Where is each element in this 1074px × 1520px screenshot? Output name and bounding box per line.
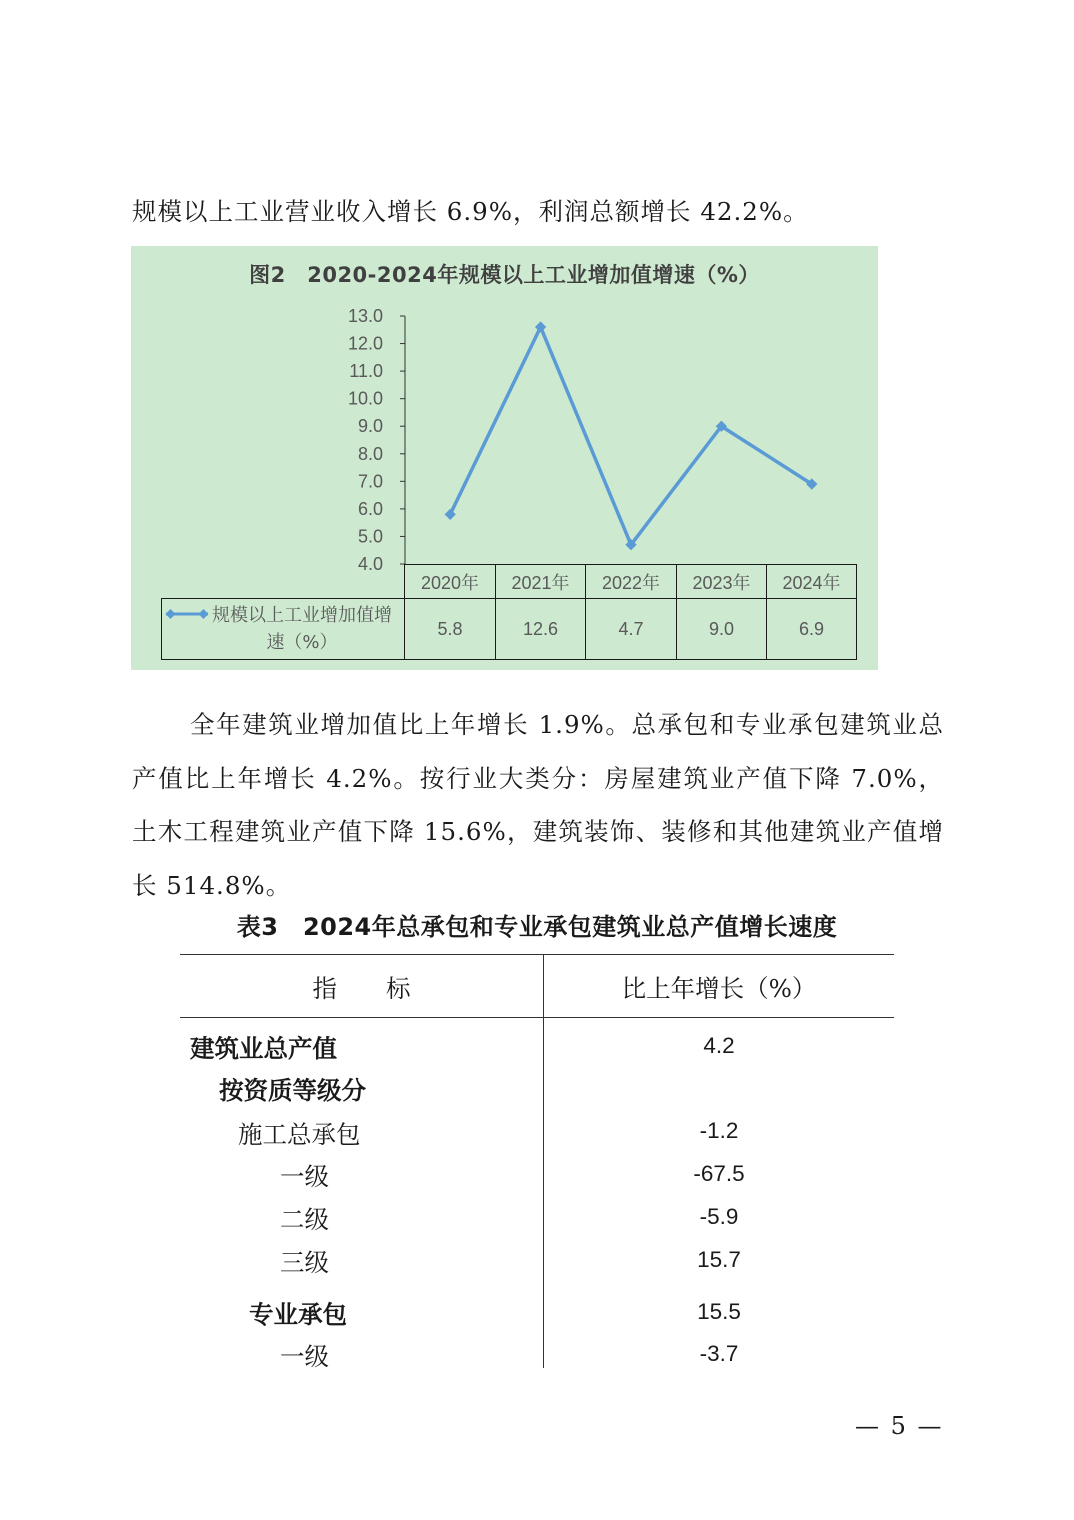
row-value: 4.2 — [703, 1033, 735, 1058]
row-label: 建筑业总产值 — [190, 1034, 337, 1063]
line-chart — [131, 246, 878, 670]
x-tick-label: 2023年 — [677, 565, 767, 599]
page-number: — 5 — — [855, 1412, 944, 1440]
row-value: -3.7 — [699, 1341, 739, 1366]
construction-paragraph: 全年建筑业增加值比上年增长 1.9%。总承包和专业承包建筑业总产值比上年增长 4.2%。按行业大类分：房屋建筑业产值下降 7.0%，土木工程建筑业产值下降 15.6%，建筑装饰、装修和其他建筑业产值增长 514.8%。 — [132, 710, 944, 900]
data-label: 9.0 — [677, 599, 767, 660]
chart-value-row — [162, 599, 857, 660]
legend-line-icon — [164, 604, 210, 624]
x-tick-label: 2022年 — [586, 565, 677, 599]
row-label: 按资质等级分 — [219, 1076, 366, 1105]
row-label: 专业承包 — [249, 1300, 347, 1329]
y-tick-label: 10.0 — [347, 388, 383, 409]
row-value: 15.5 — [697, 1299, 741, 1324]
header-growth: 比上年增长（%） — [621, 974, 817, 1003]
legend-entry — [162, 599, 405, 660]
data-label: 6.9 — [767, 599, 857, 660]
row-value: -1.2 — [699, 1118, 739, 1143]
row-value: -5.9 — [699, 1204, 739, 1229]
chart-data-table — [161, 564, 857, 660]
row-value: 15.7 — [697, 1247, 741, 1272]
row-value: -67.5 — [693, 1161, 745, 1186]
data-label: 12.6 — [496, 599, 586, 660]
header-indicator: 指 标 — [312, 974, 411, 1003]
table-title: 表3 2024年总承包和专业承包建筑业总产值增长速度 — [236, 913, 838, 941]
y-tick-label: 9.0 — [357, 416, 383, 437]
y-tick-label: 8.0 — [357, 443, 383, 464]
data-point — [535, 321, 546, 332]
row-label: 三级 — [280, 1248, 329, 1277]
intro-paragraph: 规模以上工业营业收入增长 6.9%，利润总额增长 42.2%。 — [132, 197, 809, 226]
row-label: 一级 — [280, 1162, 329, 1191]
y-tick-label: 11.0 — [349, 361, 383, 382]
x-tick-label: 2024年 — [767, 565, 857, 599]
data-point — [445, 509, 456, 520]
chart-category-row — [162, 565, 857, 599]
data-label: 4.7 — [586, 599, 677, 660]
data-label: 5.8 — [405, 599, 496, 660]
legend-label: 规模以上工业增加值增速（%） — [212, 605, 392, 653]
row-label: 施工总承包 — [238, 1120, 361, 1149]
table-header-rule — [180, 1017, 894, 1018]
y-tick-label: 6.0 — [357, 498, 383, 519]
table-top-rule — [180, 954, 894, 955]
chart-title: 图2 2020-2024年规模以上工业增加值增速（%） — [249, 263, 760, 287]
y-tick-label: 7.0 — [357, 471, 383, 492]
y-tick-label: 4.0 — [357, 554, 383, 574]
y-tick-label: 5.0 — [357, 526, 383, 547]
y-tick-label: 13.0 — [347, 306, 383, 326]
x-tick-label: 2020年 — [405, 565, 496, 599]
y-tick-label: 12.0 — [347, 333, 383, 354]
row-label: 一级 — [280, 1342, 329, 1371]
x-tick-label: 2021年 — [496, 565, 586, 599]
row-label: 二级 — [280, 1205, 329, 1234]
series-line — [450, 327, 812, 545]
